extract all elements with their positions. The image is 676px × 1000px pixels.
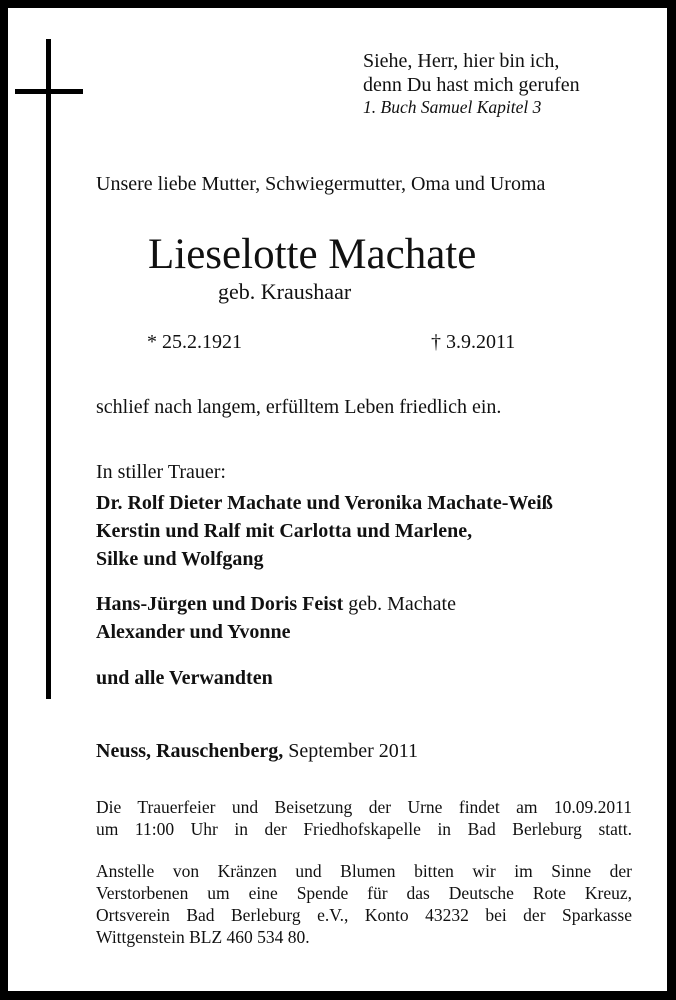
maiden-name: geb. Kraushaar <box>218 279 352 304</box>
donation-info <box>96 860 632 948</box>
death-date: † 3.9.2011 <box>431 331 516 353</box>
mourners-heading: In stiller Trauer: <box>96 461 226 483</box>
mourner-line: Silke und Wolfgang <box>96 548 264 570</box>
notice-date: September 2011 <box>283 740 419 762</box>
place-date <box>96 741 418 761</box>
birth-date: * 25.2.1921 <box>147 331 242 353</box>
funeral-info-line: um 11:00 Uhr in der Friedhofskapelle in Bad Berleburg statt. <box>96 819 632 839</box>
mourner-line-group2 <box>96 594 456 614</box>
verse-line-1: Siehe, Herr, hier bin ich, <box>363 50 560 72</box>
places: Neuss, Rauschenberg, <box>96 740 284 762</box>
mourner-line: Kerstin und Ralf mit Carlotta und Marlene, <box>96 520 473 542</box>
cross-icon-crossbar <box>15 89 83 94</box>
relatives-line: und alle Verwandten <box>96 667 273 689</box>
intro-text: Unsere liebe Mutter, Schwiegermutter, Oma und Uroma <box>96 173 546 195</box>
donation-info-line: Anstelle von Kränzen und Blumen bitten wir im Sinne der <box>96 861 632 881</box>
funeral-info <box>96 796 632 840</box>
mourner-names: Hans-Jürgen und Doris Feist <box>96 593 344 615</box>
passing-text: schlief nach langem, erfülltem Leben friedlich ein. <box>96 396 502 418</box>
donation-info-line: Verstorbenen um eine Spende für das Deutsche Rote Kreuz, <box>96 883 632 903</box>
mourner-maiden-note: geb. Machate <box>343 593 456 615</box>
funeral-info-line: Die Trauerfeier und Beisetzung der Urne findet am 10.09.2011 <box>96 797 632 817</box>
mourner-line: Alexander und Yvonne <box>96 621 291 643</box>
donation-info-line: Wittgenstein BLZ 460 534 80. <box>96 927 310 947</box>
verse-reference: 1. Buch Samuel Kapitel 3 <box>363 97 542 117</box>
donation-info-line: Ortsverein Bad Berleburg e.V., Konto 43232 bei der Sparkasse <box>96 905 632 925</box>
mourner-line: Dr. Rolf Dieter Machate und Veronika Machate-Weiß <box>96 492 553 514</box>
verse-line-2: denn Du hast mich gerufen <box>363 74 580 96</box>
deceased-name: Lieselotte Machate <box>148 231 477 278</box>
cross-icon <box>46 39 51 699</box>
